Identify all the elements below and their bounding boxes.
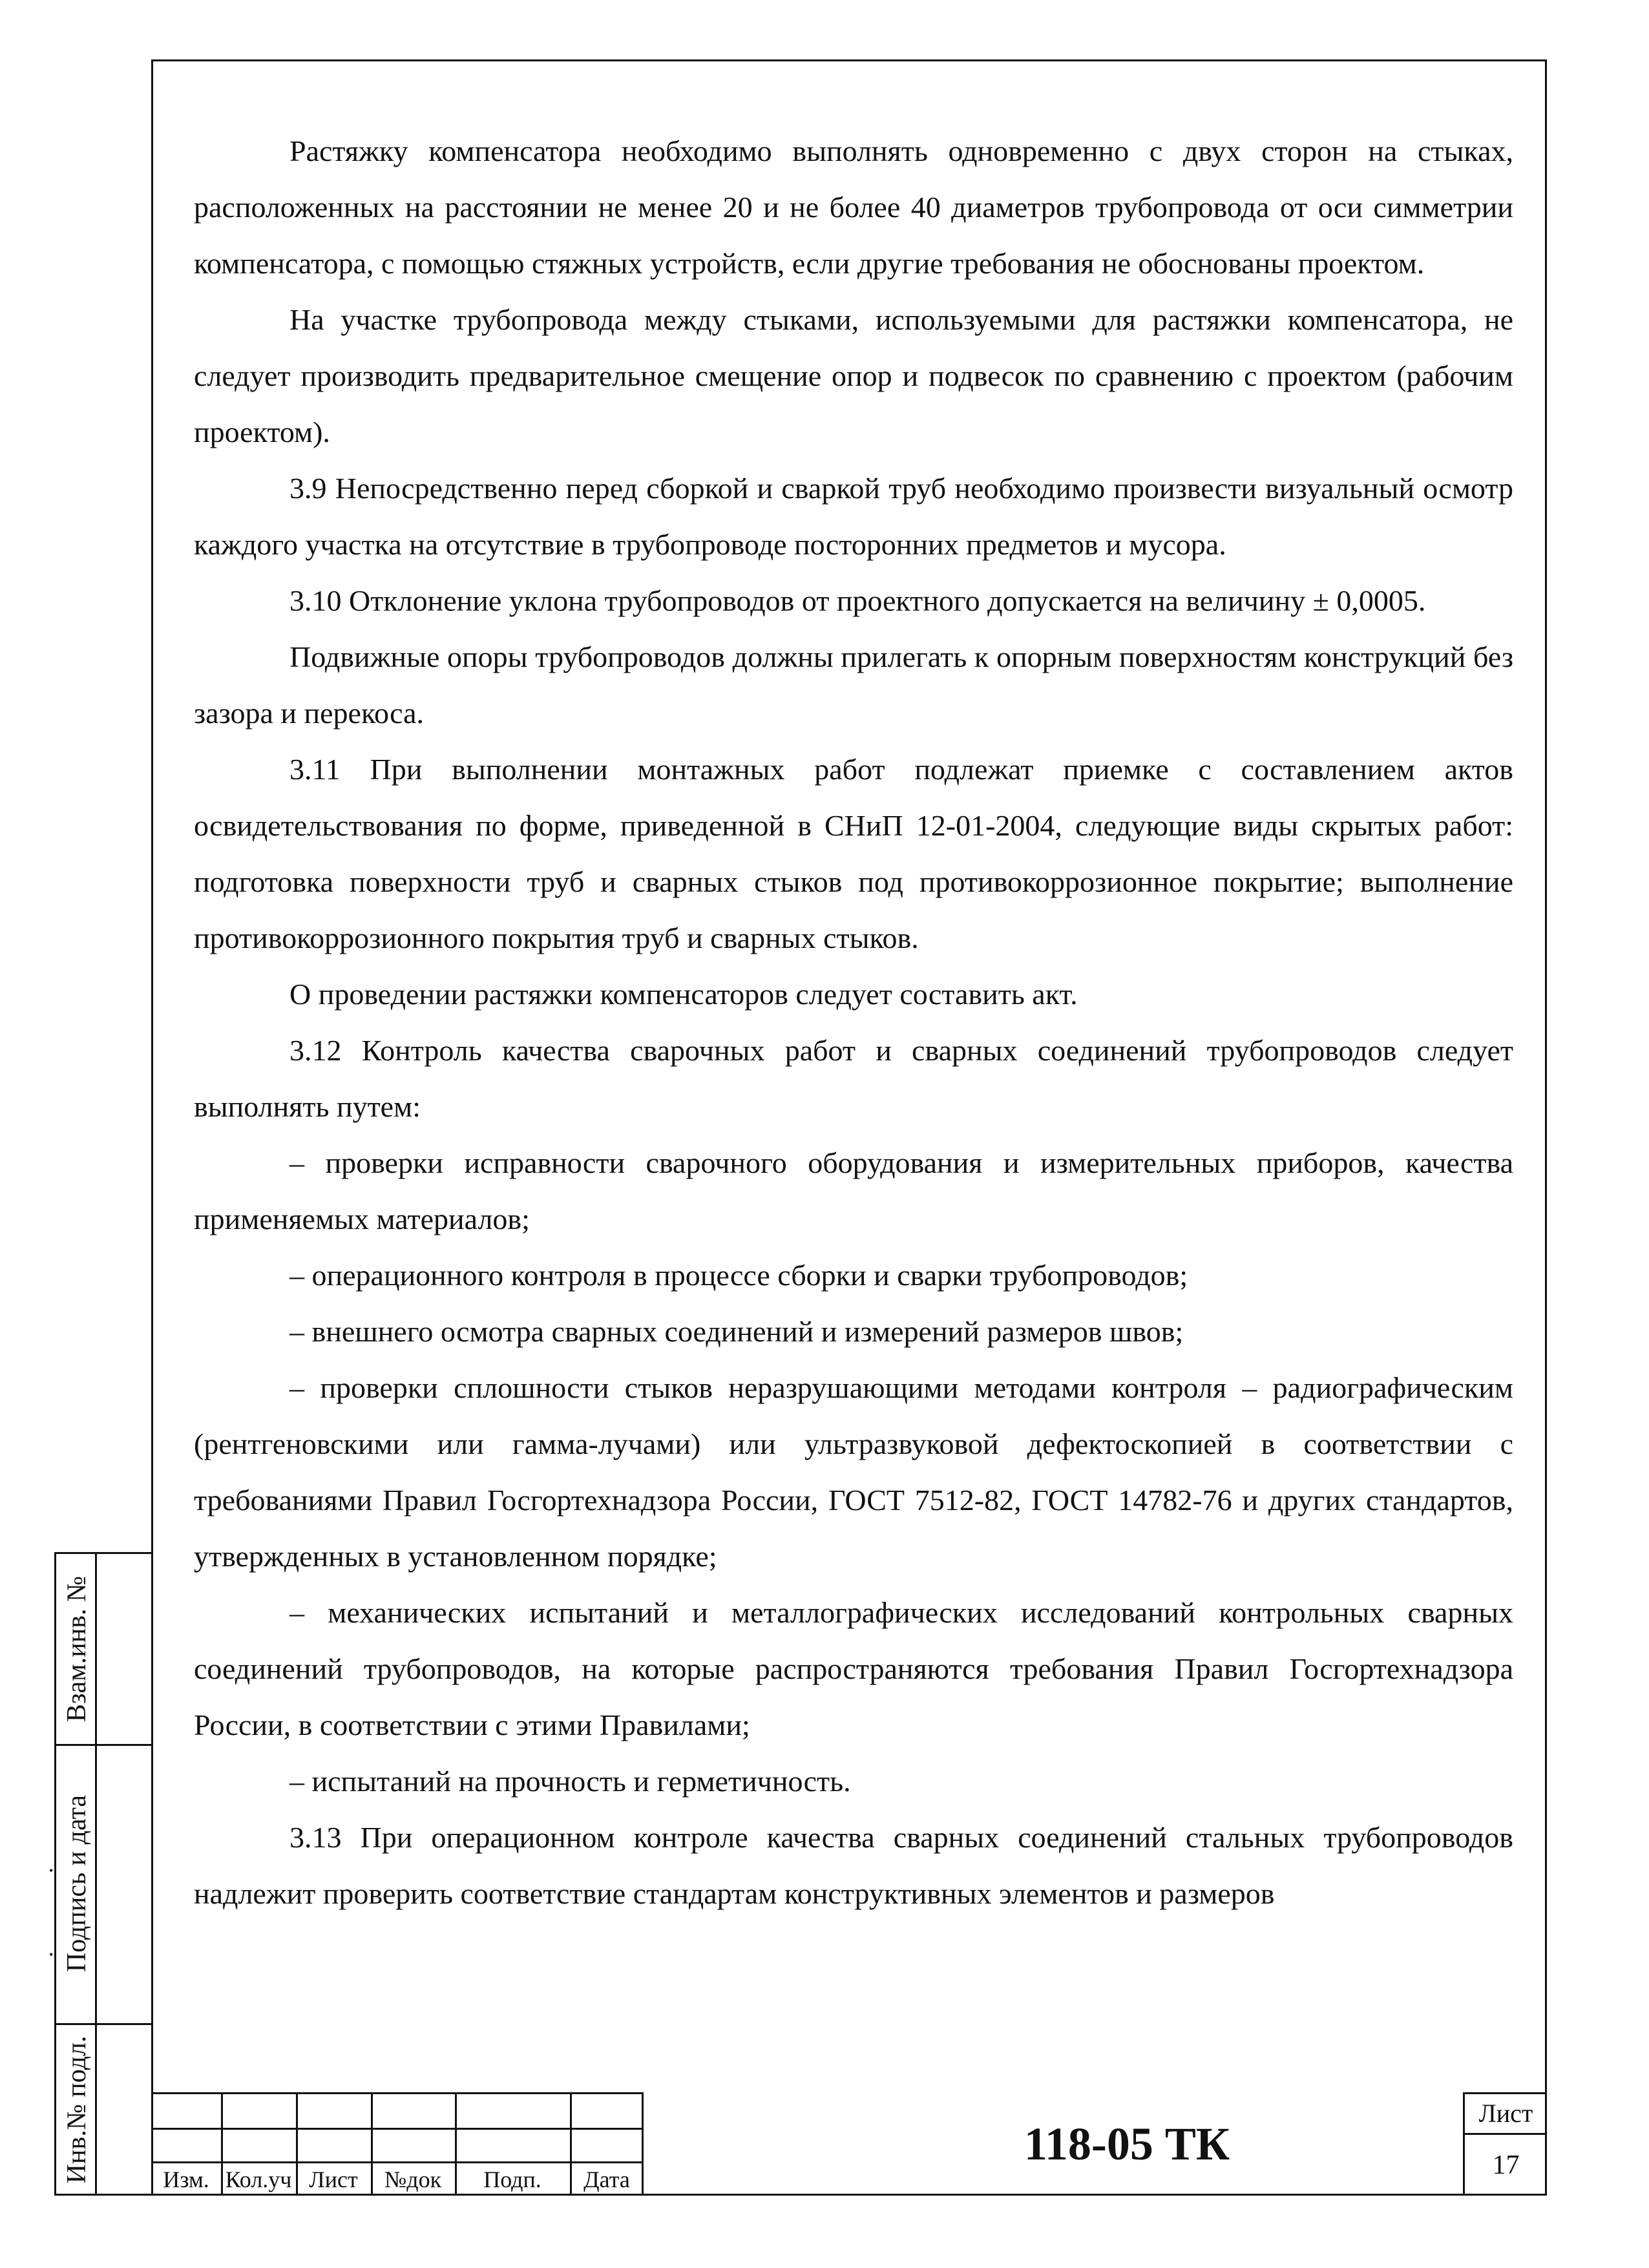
paragraph: 3.12 Контроль качества сварочных работ и сварных соединений трубопроводов следует выполнять путем: xyxy=(194,1034,1513,1123)
paragraph: 3.9 Непосредственно перед сборкой и сваркой труб необходимо произвести визуальный осмотр каждого участка на отсутствие в трубопроводе посторонних предметов и мусора. xyxy=(194,472,1513,561)
paragraph: Подвижные опоры трубопроводов должны прилегать к опорным поверхностям конструкций без зазора и перекоса. xyxy=(194,640,1513,730)
side-label-vzam: Взам.инв. № xyxy=(62,1575,92,1723)
side-row-vzam xyxy=(56,1554,151,1746)
list-item: – проверки исправности сварочного оборудования и измерительных приборов, качества применяемых материалов; xyxy=(194,1146,1513,1235)
col-izm: Изм. xyxy=(163,2167,209,2192)
paragraph: На участке трубопровода между стыками, используемыми для растяжки компенсатора, не следует производить предварительное смещение опор и подвесок по сравнению с проектом (рабочим проектом). xyxy=(194,303,1513,448)
list-item: – проверки сплошности стыков неразрушающими методами контроля – радиографическим (рентгеновскими или гамма-лучами) или ультразвуковой дефектоскопией в соответствии с требованиями Правил Госгортехнадзора России, ГОСТ 7512-82, ГОСТ 14782-76 и других стандартов, утвержденных в установленном порядке; xyxy=(194,1371,1513,1573)
bullet-mark: • xyxy=(49,1864,54,1877)
side-label-cell xyxy=(59,1554,97,1744)
side-row-podpis xyxy=(56,1744,151,2025)
list-item: – внешнего осмотра сварных соединений и измерений размеров швов; xyxy=(289,1315,1184,1348)
side-row-inv xyxy=(56,2023,151,2196)
sheet-number: 17 xyxy=(1492,2150,1520,2180)
paragraph: 3.10 Отклонение уклона трубопроводов от проектного допускается на величину ± 0,0005. xyxy=(289,584,1426,617)
sheet-box xyxy=(1463,2092,1547,2196)
side-stamp xyxy=(54,1552,151,2196)
side-label-cell xyxy=(59,1744,97,2023)
paragraph: Растяжку компенсатора необходимо выполнять одновременно с двух сторон на стыках, расположенных на расстоянии не менее 20 и не более 40 диаметров трубопровода от оси симметрии компенсатора, с помощью стяжных устройств, если другие требования не обоснованы проектом. xyxy=(194,134,1513,280)
col-list: Лист xyxy=(309,2167,358,2192)
col-ndok: №док xyxy=(384,2167,442,2192)
sheet-label: Лист xyxy=(1465,2094,1547,2135)
grid-line xyxy=(151,2128,642,2130)
bullet-mark: • xyxy=(49,1948,54,1961)
document-code: 118-05 ТК xyxy=(1024,2117,1230,2170)
side-label-podpis: Подпись и дата xyxy=(62,1794,92,1973)
list-item: – операционного контроля в процессе сборки и сварки трубопроводов; xyxy=(289,1259,1188,1292)
side-label-inv: Инв.№ подл. xyxy=(62,2035,92,2183)
col-podp: Подп. xyxy=(483,2167,541,2192)
revision-grid xyxy=(151,2092,644,2196)
paragraph: 3.13 При операционном контроле качества сварных соединений стальных трубопроводов надлежит проверить соответствие стандартам конструктивных элементов и размеров xyxy=(194,1821,1513,1910)
list-item: – механических испытаний и металлографических исследований контрольных сварных соединений трубопроводов, на которые распространяются требования Правил Госгортехнадзора России, в соответствии с этими Правилами; xyxy=(194,1596,1513,1741)
col-kol-uch: Кол.уч xyxy=(225,2167,292,2192)
document-body xyxy=(194,123,1513,1922)
col-data: Дата xyxy=(583,2167,630,2192)
grid-line xyxy=(151,2161,642,2163)
paragraph: О проведении растяжки компенсаторов следует составить акт. xyxy=(289,978,1078,1011)
side-label-cell xyxy=(59,2023,97,2196)
paragraph: 3.11 При выполнении монтажных работ подлежат приемке с составлением актов освидетельствования по форме, приведенной в СНиП 12-01-2004, следующие виды скрытых работ: подготовка поверхности труб и сварных стыков под противокоррозионное покрытие; выполнение противокоррозионного покрытия труб и сварных стыков. xyxy=(194,753,1513,954)
list-item: – испытаний на прочность и герметичность. xyxy=(289,1765,851,1798)
title-block xyxy=(151,2092,1547,2196)
